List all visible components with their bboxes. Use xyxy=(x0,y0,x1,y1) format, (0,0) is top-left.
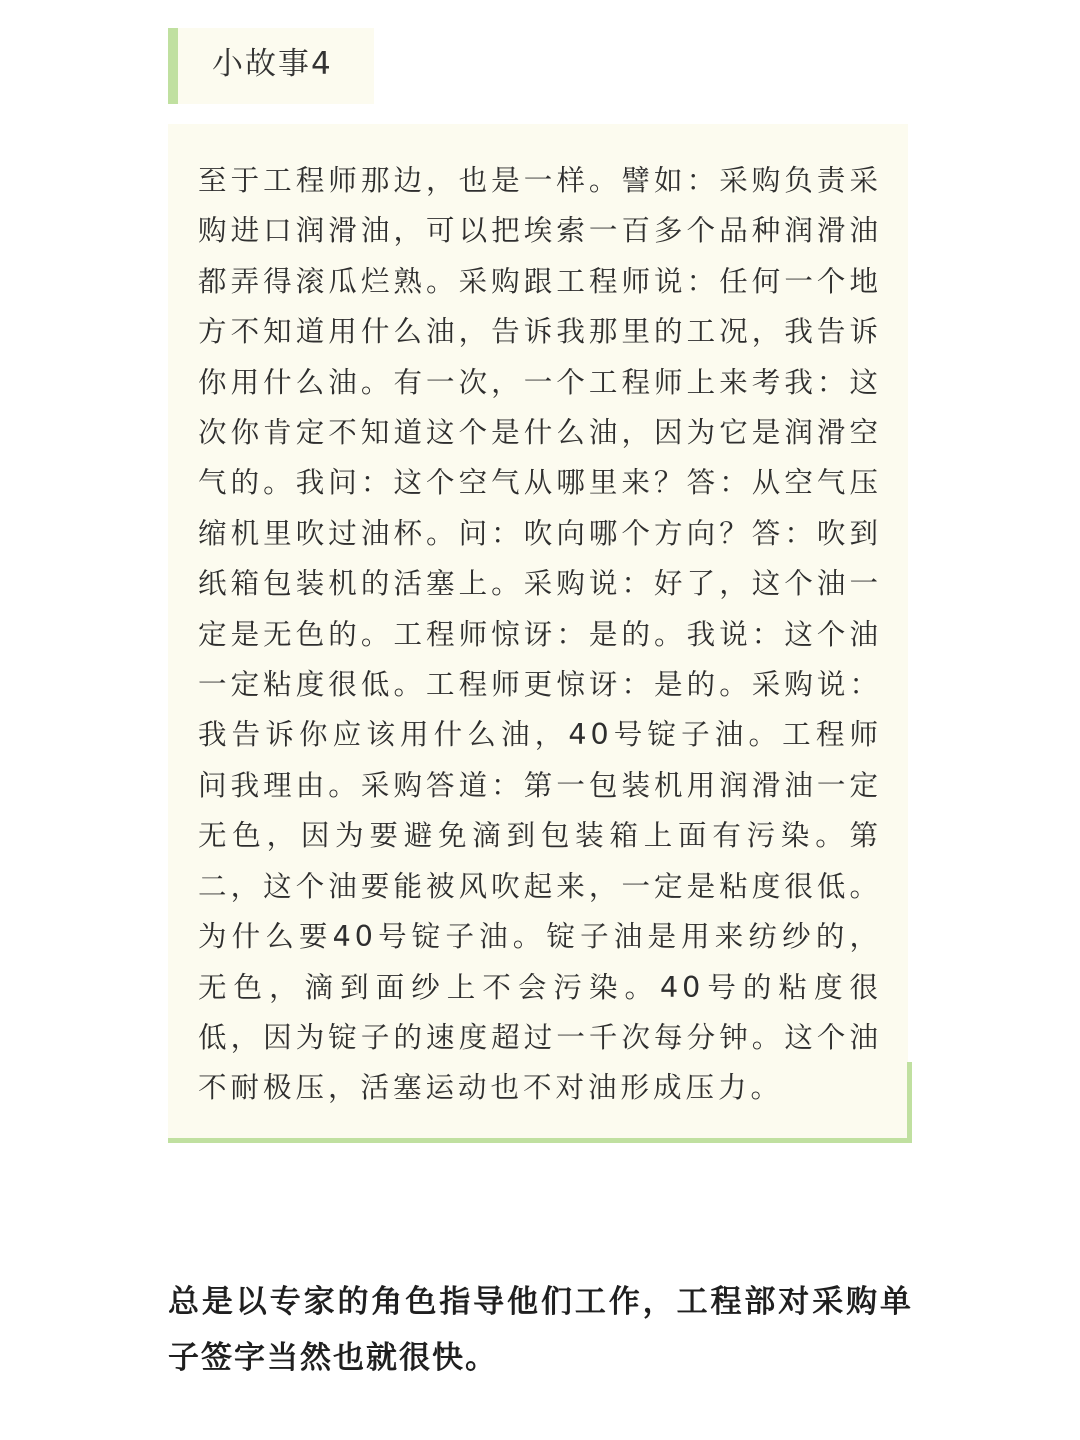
section-heading-tab xyxy=(168,28,374,104)
section-heading-label: 小故事4 xyxy=(212,46,333,82)
card-accent-right-border xyxy=(907,1062,912,1143)
story-body-text: 至于工程师那边，也是一样。譬如：采购负责采购进口润滑油，可以把埃索一百多个品种润滑油都弄得滚瓜烂熟。采购跟工程师说：任何一个地方不知道用什么油，告诉我那里的工况，我告诉你用什么油。有一次，一个工程师上来考我：这次你肯定不知道这个是什么油，因为它是润滑空气的。我问：这个空气从哪里来？答：从空气压缩机里吹过油杯。问：吹向哪个方向？答：吹到纸箱包装机的活塞上。采购说：好了，这个油一定是无色的。工程师惊讶：是的。我说：这个油一定粘度很低。工程师更惊讶：是的。采购说：我告诉你应该用什么油，40号锭子油。工程师问我理由。采购答道：第一包装机用润滑油一定无色，因为要避免滴到包装箱上面有污染。第二，这个油要能被风吹起来，一定是粘度很低。为什么要40号锭子油。锭子油是用来纺纱的，无色，滴到面纱上不会污染。40号的粘度很低，因为锭子的速度超过一千次每分钟。这个油不耐极压，活塞运动也不对油形成压力。 xyxy=(198,164,882,1105)
story-card xyxy=(168,124,908,1140)
card-accent-bottom-border xyxy=(168,1138,912,1143)
conclusion-text: 总是以专家的角色指导他们工作，工程部对采购单子签字当然也就很快。 xyxy=(168,1284,913,1376)
